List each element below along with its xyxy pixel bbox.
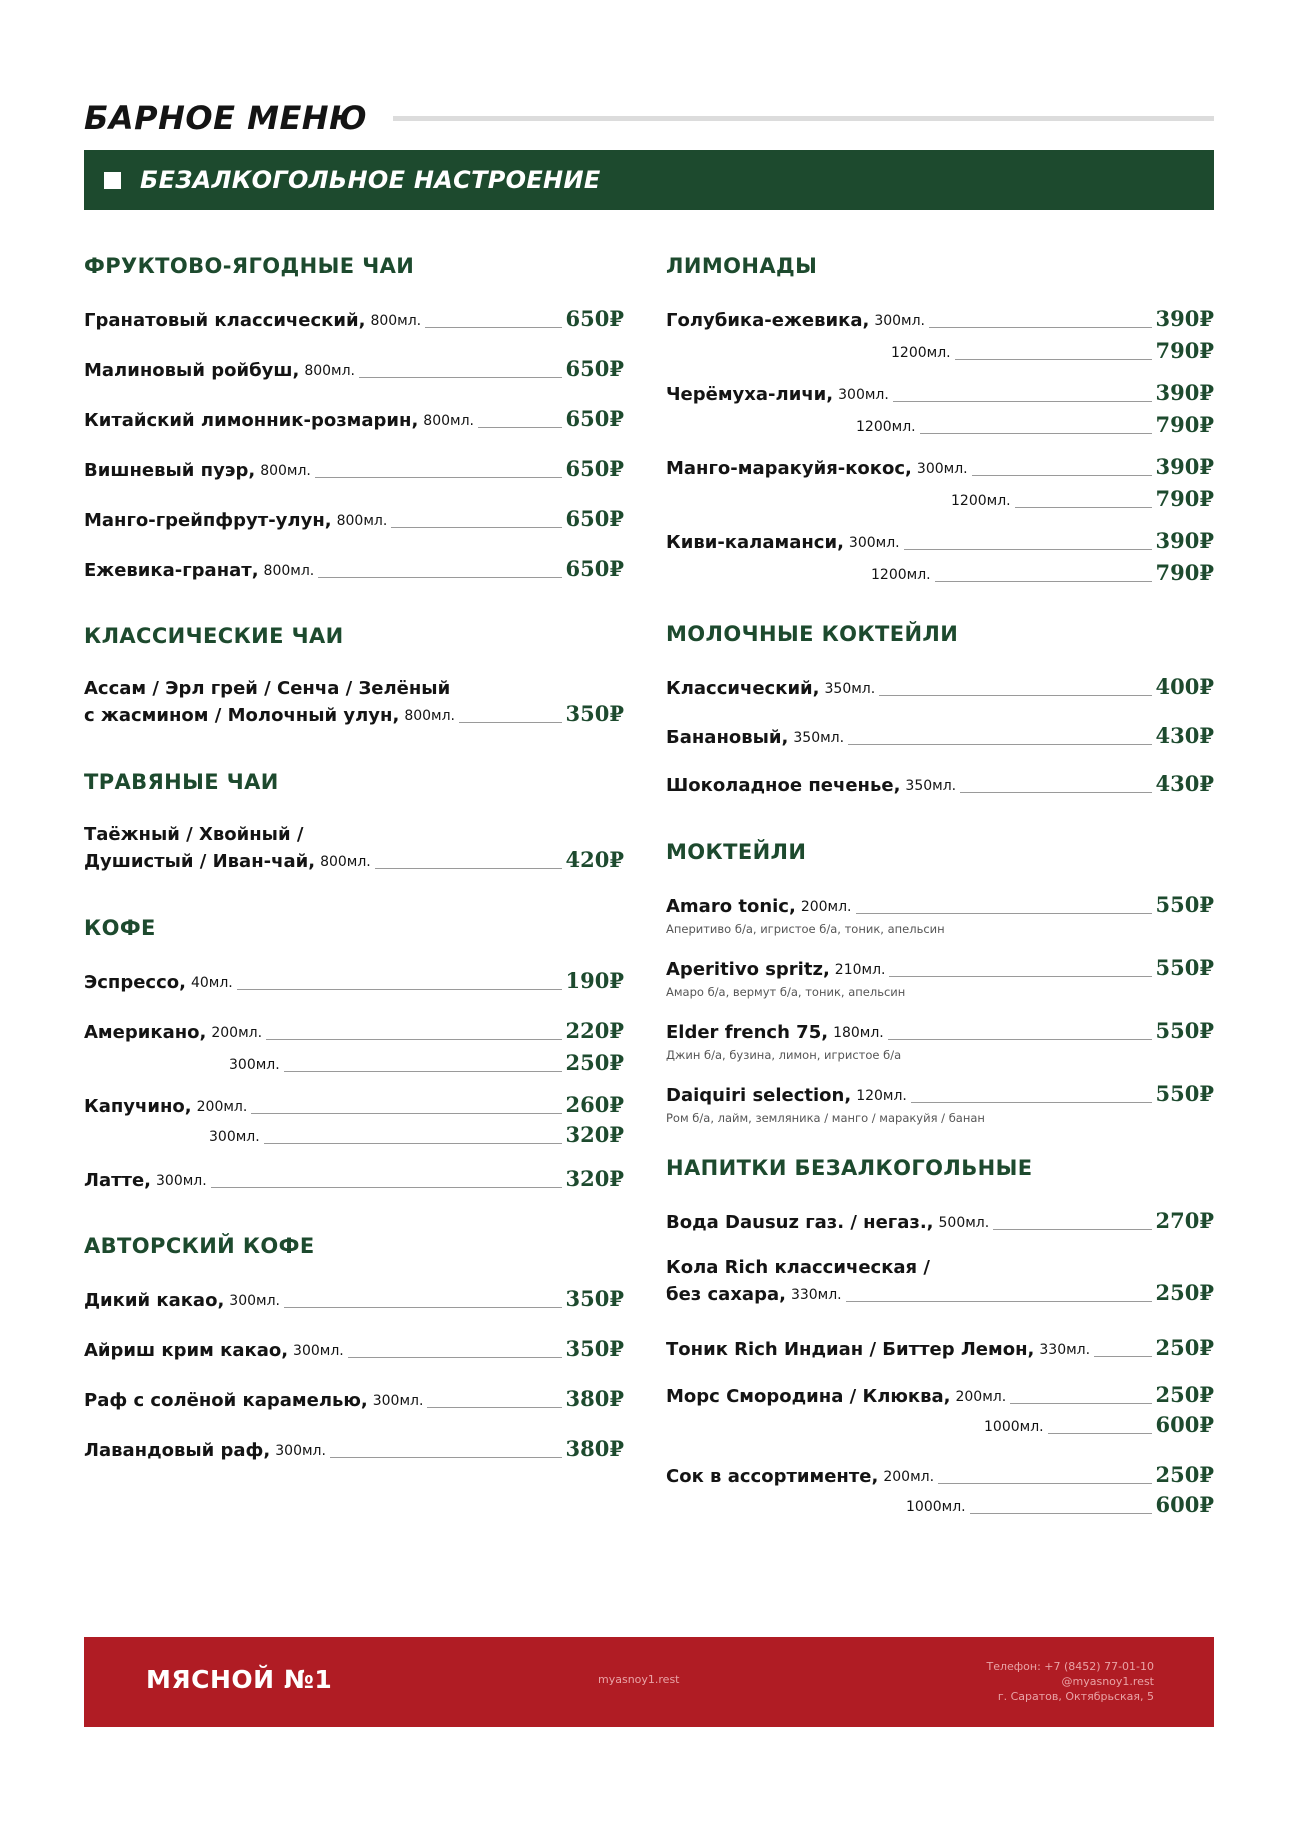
item-name: Таёжный / Хвойный / — [84, 824, 304, 845]
item-name: Ежевика-гранат, — [84, 560, 259, 581]
dot-leader — [315, 477, 562, 478]
item-volume: 800мл. — [370, 313, 422, 329]
item-volume: 300мл. — [838, 387, 889, 403]
item-volume: 800мл. — [260, 463, 311, 479]
menu-item-size-variant — [856, 412, 1214, 438]
item-name: Сок в ассортименте, — [666, 1466, 879, 1487]
dot-leader — [1094, 1356, 1151, 1357]
item-name: Морс Смородина / Клюква, — [666, 1386, 951, 1407]
item-volume: 300мл. — [275, 1443, 326, 1459]
item-volume: 210мл. — [834, 962, 886, 978]
item-price: 320₽ — [565, 1166, 624, 1191]
item-volume: 500мл. — [938, 1215, 990, 1231]
dot-leader — [904, 549, 1152, 550]
social-handle[interactable]: @myasnoy1.rest — [1061, 1675, 1154, 1688]
item-price: 250₽ — [1155, 1462, 1214, 1487]
menu-item — [666, 1081, 1214, 1107]
dot-leader — [888, 1039, 1152, 1040]
item-volume: 800мл. — [304, 363, 356, 379]
item-volume: 300мл. — [229, 1293, 280, 1309]
menu-item — [84, 306, 624, 332]
dot-leader — [318, 577, 561, 578]
menu-item-size-variant — [209, 1122, 624, 1148]
item-price: 190₽ — [565, 968, 624, 993]
menu-item — [84, 1092, 624, 1118]
menu-item — [84, 968, 624, 994]
item-volume: 120мл. — [856, 1088, 907, 1104]
item-price: 380₽ — [565, 1436, 624, 1461]
item-volume: 200мл. — [211, 1025, 263, 1041]
item-description: Амаро б/а, вермут б/а, тоник, апельсин — [666, 985, 906, 999]
item-name: Айриш крим какао, — [84, 1340, 289, 1361]
item-volume: 300мл. — [916, 461, 968, 477]
phone-number[interactable]: Телефон: +7 (8452) 77-01-10 — [986, 1660, 1154, 1673]
item-price: 430₽ — [1155, 771, 1214, 796]
menu-item — [666, 955, 1214, 981]
menu-item — [84, 1436, 624, 1462]
item-price: 350₽ — [565, 701, 624, 726]
website-link[interactable]: myasnoy1.rest — [598, 1673, 680, 1686]
item-name: Вода Dausuz газ. / негаз., — [666, 1212, 934, 1233]
menu-item-size-variant — [229, 1050, 624, 1076]
dot-leader — [348, 1357, 562, 1358]
menu-item — [666, 892, 1214, 918]
menu-item — [666, 1335, 1214, 1361]
item-volume: 180мл. — [833, 1025, 884, 1041]
item-volume: 200мл. — [196, 1099, 248, 1115]
menu-item — [666, 306, 1214, 332]
item-price: 250₽ — [1155, 1335, 1214, 1360]
item-price: 790₽ — [1155, 338, 1214, 363]
dot-leader — [330, 1457, 562, 1458]
dot-leader — [1010, 1403, 1151, 1404]
dot-leader — [359, 377, 562, 378]
dot-leader — [251, 1113, 561, 1114]
dot-leader — [211, 1187, 562, 1188]
item-price: 400₽ — [1155, 674, 1214, 699]
item-volume: 300мл. — [229, 1057, 280, 1073]
dot-leader — [375, 868, 562, 869]
dot-leader — [955, 359, 1152, 360]
item-price: 650₽ — [565, 356, 624, 381]
item-price: 790₽ — [1155, 560, 1214, 585]
menu-item — [84, 676, 624, 727]
dot-leader — [889, 976, 1151, 977]
item-price: 790₽ — [1155, 486, 1214, 511]
item-name: Лавандовый раф, — [84, 1440, 271, 1461]
item-price: 600₽ — [1155, 1412, 1214, 1437]
menu-item — [666, 674, 1214, 700]
item-name: Китайский лимонник-розмарин, — [84, 410, 419, 431]
item-description: Аперитиво б/а, игристое б/а, тоник, апельсин — [666, 922, 945, 936]
item-price: 420₽ — [565, 847, 624, 872]
item-name: Гранатовый классический, — [84, 310, 366, 331]
item-price: 600₽ — [1155, 1492, 1214, 1517]
item-volume: 300мл. — [209, 1129, 260, 1145]
dot-leader — [929, 327, 1152, 328]
item-name: Малиновый ройбуш, — [84, 360, 300, 381]
item-price: 250₽ — [1155, 1280, 1214, 1305]
item-volume: 1200мл. — [951, 493, 1011, 509]
item-price: 550₽ — [1155, 892, 1214, 917]
section-title: БЕЗАЛКОГОЛЬНОЕ НАСТРОЕНИЕ — [140, 166, 601, 194]
dot-leader — [972, 475, 1152, 476]
item-volume: 200мл. — [800, 899, 852, 915]
item-name: Дикий какао, — [84, 1290, 225, 1311]
menu-item — [666, 380, 1214, 406]
page-header — [84, 98, 1214, 138]
menu-item — [666, 1382, 1214, 1408]
address: г. Саратов, Октябрьская, 5 — [997, 1690, 1154, 1703]
item-price: 220₽ — [565, 1018, 624, 1043]
item-name: Черёмуха-личи, — [666, 384, 834, 405]
item-description: Ром б/а, лайм, земляника / манго / маракуйя / банан — [666, 1111, 985, 1125]
dot-leader — [425, 327, 561, 328]
dot-leader — [264, 1143, 562, 1144]
dot-leader — [848, 744, 1151, 745]
menu-item — [84, 1386, 624, 1412]
item-volume: 800мл. — [336, 513, 388, 529]
item-price: 320₽ — [565, 1122, 624, 1147]
item-volume: 1200мл. — [856, 419, 916, 435]
dot-leader — [237, 989, 562, 990]
menu-item — [666, 528, 1214, 554]
item-price: 650₽ — [565, 556, 624, 581]
item-volume: 350мл. — [793, 730, 845, 746]
item-name: Капучино, — [84, 1096, 192, 1117]
menu-item — [84, 356, 624, 382]
item-price: 790₽ — [1155, 412, 1214, 437]
item-name: Ассам / Эрл грей / Сенча / Зелёный — [84, 678, 451, 699]
footer — [84, 1637, 1214, 1727]
item-price: 650₽ — [565, 456, 624, 481]
item-volume: 800мл. — [423, 413, 474, 429]
menu-item — [84, 1286, 624, 1312]
item-volume: 1200мл. — [871, 567, 931, 583]
item-volume: 1000мл. — [984, 1419, 1044, 1435]
dot-leader — [993, 1229, 1151, 1230]
item-name: Манго-маракуйя-кокос, — [666, 458, 912, 479]
dot-leader — [284, 1307, 562, 1308]
dot-leader — [266, 1039, 562, 1040]
menu-item — [84, 1018, 624, 1044]
category-author-coffee: АВТОРСКИЙ КОФЕ — [84, 1234, 315, 1258]
item-volume: 200мл. — [955, 1389, 1007, 1405]
item-price: 390₽ — [1155, 306, 1214, 331]
category-lemonades: ЛИМОНАДЫ — [666, 254, 818, 278]
dot-leader — [856, 913, 1152, 914]
dot-leader — [970, 1513, 1152, 1514]
item-name-continued: без сахара, — [666, 1284, 786, 1305]
category-mocktails: МОКТЕЙЛИ — [666, 840, 807, 864]
dot-leader — [920, 433, 1152, 434]
menu-item-size-variant — [891, 338, 1214, 364]
item-name: Латте, — [84, 1170, 152, 1191]
item-description: Джин б/а, бузина, лимон, игристое б/а — [666, 1048, 902, 1062]
dot-leader — [911, 1102, 1152, 1103]
item-name: Aperitivo spritz, — [666, 959, 830, 980]
item-price: 350₽ — [565, 1286, 624, 1311]
item-volume: 300мл. — [372, 1393, 424, 1409]
menu-item — [666, 1018, 1214, 1044]
item-volume: 350мл. — [824, 681, 876, 697]
title-divider — [393, 116, 1214, 121]
item-price: 650₽ — [565, 406, 624, 431]
section-banner — [84, 150, 1214, 210]
item-volume: 300мл. — [874, 313, 925, 329]
menu-item — [84, 556, 624, 582]
dot-leader — [960, 792, 1151, 793]
item-price: 550₽ — [1155, 1018, 1214, 1043]
item-name: Daiquiri selection, — [666, 1085, 852, 1106]
menu-item — [666, 771, 1214, 797]
menu-item — [666, 1462, 1214, 1488]
item-price: 650₽ — [565, 506, 624, 531]
item-volume: 200мл. — [883, 1469, 935, 1485]
item-price: 390₽ — [1155, 380, 1214, 405]
item-volume: 350мл. — [905, 778, 957, 794]
item-name: Классический, — [666, 678, 820, 699]
item-name: Голубика-ежевика, — [666, 310, 870, 331]
item-price: 650₽ — [565, 306, 624, 331]
square-bullet-icon — [104, 172, 121, 189]
item-volume: 300мл. — [848, 535, 900, 551]
item-name-continued: с жасмином / Молочный улун, — [84, 705, 400, 726]
menu-item — [84, 456, 624, 482]
menu-item-size-variant — [906, 1492, 1214, 1518]
item-price: 350₽ — [565, 1336, 624, 1361]
item-volume: 800мл. — [263, 563, 315, 579]
item-name: Тоник Rich Индиан / Биттер Лемон, — [666, 1339, 1035, 1360]
menu-item — [666, 1255, 1214, 1306]
category-herbal-tea: ТРАВЯНЫЕ ЧАИ — [84, 770, 279, 794]
item-price: 390₽ — [1155, 528, 1214, 553]
item-volume: 40мл. — [190, 975, 233, 991]
category-milkshakes: МОЛОЧНЫЕ КОКТЕЙЛИ — [666, 622, 959, 646]
item-name: Эспрессо, — [84, 972, 186, 993]
dot-leader — [391, 527, 561, 528]
dot-leader — [846, 1301, 1152, 1302]
category-coffee: КОФЕ — [84, 916, 156, 940]
dot-leader — [284, 1071, 562, 1072]
menu-item — [666, 723, 1214, 749]
menu-item — [84, 822, 624, 873]
item-name: Вишневый пуэр, — [84, 460, 256, 481]
menu-item-size-variant — [951, 486, 1214, 512]
item-price: 550₽ — [1155, 955, 1214, 980]
category-fruit-tea: ФРУКТОВО-ЯГОДНЫЕ ЧАИ — [84, 254, 415, 278]
dot-leader — [1015, 507, 1152, 508]
item-name: Манго-грейпфрут-улун, — [84, 510, 332, 531]
contact-info — [986, 1659, 1154, 1704]
item-name: Elder french 75, — [666, 1022, 829, 1043]
item-volume: 1200мл. — [891, 345, 951, 361]
item-name: Шоколадное печенье, — [666, 775, 901, 796]
item-name: Киви-каламанси, — [666, 532, 844, 553]
menu-item — [84, 506, 624, 532]
item-volume: 330мл. — [790, 1287, 842, 1303]
menu-item-size-variant — [871, 560, 1214, 586]
item-price: 250₽ — [565, 1050, 624, 1075]
item-price: 550₽ — [1155, 1081, 1214, 1106]
category-soft-drinks: НАПИТКИ БЕЗАЛКОГОЛЬНЫЕ — [666, 1156, 1033, 1180]
item-volume: 300мл. — [293, 1343, 344, 1359]
menu-item — [84, 1336, 624, 1362]
dot-leader — [1048, 1433, 1152, 1434]
item-volume: 800мл. — [404, 708, 456, 724]
item-name-continued: Душистый / Иван-чай, — [84, 851, 316, 872]
item-price: 250₽ — [1155, 1382, 1214, 1407]
menu-item-size-variant — [984, 1412, 1214, 1438]
item-price: 430₽ — [1155, 723, 1214, 748]
dot-leader — [427, 1407, 561, 1408]
dot-leader — [478, 427, 562, 428]
menu-item — [666, 454, 1214, 480]
dot-leader — [879, 695, 1151, 696]
item-name: Американо, — [84, 1022, 207, 1043]
category-classic-tea: КЛАССИЧЕСКИЕ ЧАИ — [84, 624, 344, 648]
dot-leader — [893, 401, 1152, 402]
menu-item — [84, 1166, 624, 1192]
item-volume: 800мл. — [320, 854, 371, 870]
item-name: Кола Rich классическая / — [666, 1257, 930, 1278]
item-name: Раф с солёной карамелью, — [84, 1390, 368, 1411]
item-volume: 1000мл. — [906, 1499, 966, 1515]
dot-leader — [935, 581, 1152, 582]
item-price: 260₽ — [565, 1092, 624, 1117]
page-title: БАРНОЕ МЕНЮ — [84, 99, 368, 137]
item-price: 270₽ — [1155, 1208, 1214, 1233]
item-name: Amaro tonic, — [666, 896, 796, 917]
item-volume: 300мл. — [156, 1173, 207, 1189]
dot-leader — [938, 1483, 1152, 1484]
item-price: 380₽ — [565, 1386, 624, 1411]
menu-item — [666, 1208, 1214, 1234]
item-price: 390₽ — [1155, 454, 1214, 479]
menu-item — [84, 406, 624, 432]
item-name: Банановый, — [666, 727, 789, 748]
dot-leader — [459, 722, 562, 723]
brand-logo: МЯСНОЙ №1 — [146, 1665, 333, 1694]
item-volume: 330мл. — [1039, 1342, 1091, 1358]
